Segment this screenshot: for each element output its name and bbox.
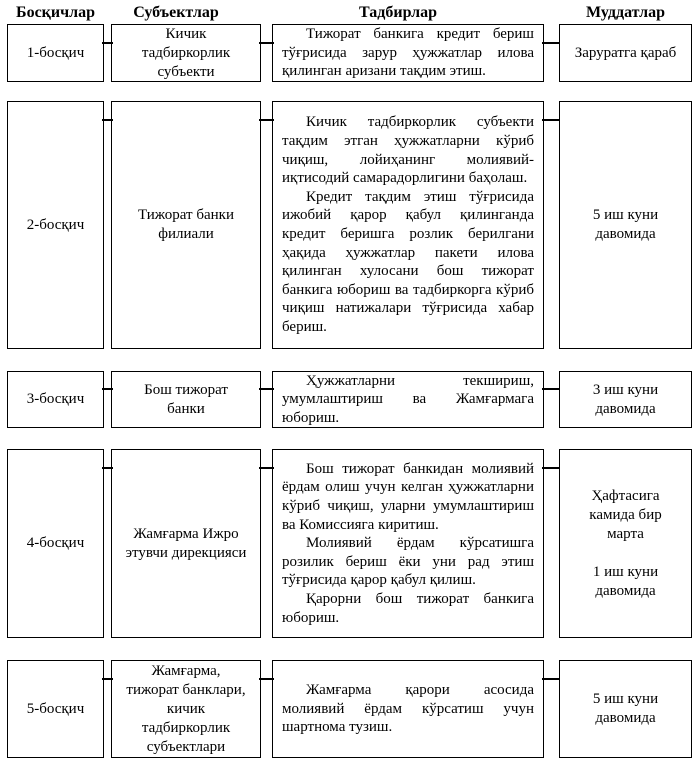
connector-line [102, 388, 113, 390]
subject-box-1 [111, 24, 261, 82]
subject-box-4 [111, 449, 261, 638]
activity-paragraph: Тижорат банкига кредит бериш тўғрисида зарур ҳужжатлар илова қилинган аризани тақдим этиш. [282, 26, 534, 80]
column-header-durations: Муддатлар [586, 4, 665, 21]
activity-paragraph: Кредит тақдим этиш тўғрисида ижобий қарор қабул қилинганда кредит беришга розлик берилгани ҳақида ҳужжатлар пакети илова қилинган хулосани бош тижорат банкига юбориш ва тадбиркорга кўриб чиқиш натижалари тўғрисида хабар бериш. [282, 188, 534, 335]
connector-line [259, 42, 274, 44]
activity-paragraph: Ҳужжатларни текшириш, умумлаштириш ва Жамғармага юбориш. [282, 372, 534, 426]
connector-line [102, 42, 113, 44]
column-header-subjects: Субъектлар [133, 4, 219, 21]
connector-line [542, 119, 560, 121]
stage-box-3 [7, 371, 104, 428]
duration-box-1 [559, 24, 692, 82]
duration-label: 5 иш куни давомида [592, 691, 659, 726]
subject-label: Жамғарма, тижорат банклари, кичик тадбиркорлик субъектлари [126, 662, 246, 755]
activity-box-3 [272, 371, 544, 428]
connector-line [259, 467, 274, 469]
subject-box-3 [111, 371, 261, 428]
stage-box-5 [7, 660, 104, 758]
stage-label: 2-босқич [26, 216, 85, 233]
stage-box-1 [7, 24, 104, 82]
stage-box-2 [7, 101, 104, 349]
duration-label: 3 иш куни давомида [592, 381, 659, 417]
activity-paragraph: Кичик тадбиркорлик субъекти тақдим этган ҳужжатларни кўриб чиқиш, лойиҳанинг молиявий-иқтисодий самарадорлигини баҳолаш. [282, 114, 534, 187]
duration-label: Заруратга қараб [574, 44, 677, 61]
duration-label: 5 иш куни давомида [592, 207, 659, 242]
duration-box-3 [559, 371, 692, 428]
subject-label: Жамғарма Ижро этувчи дирекцияси [125, 525, 247, 561]
activity-box-4 [272, 449, 544, 638]
stage-box-4 [7, 449, 104, 638]
connector-line [102, 467, 113, 469]
activity-box-5 [272, 660, 544, 758]
stage-label: 1-босқич [26, 44, 85, 61]
duration-label: 1 иш куни давомида [592, 563, 659, 599]
activity-box-2 [272, 101, 544, 349]
connector-line [542, 42, 560, 44]
duration-box-2 [559, 101, 692, 349]
duration-box-4 [559, 449, 692, 638]
stage-label: 4-босқич [26, 535, 85, 551]
stage-label: 5-босқич [26, 700, 85, 717]
duration-label: Ҳафтасига камида бир марта [589, 487, 662, 542]
stage-label: 3-босқич [26, 391, 85, 407]
activity-paragraph: Жамғарма қарори асосида молиявий ёрдам кўрсатиш учун шартнома тузиш. [282, 682, 534, 736]
activity-paragraph: Қарорни бош тижорат банкига юбориш. [282, 590, 534, 626]
subject-label: Тижорат банки филиали [137, 207, 234, 242]
subject-box-2 [111, 101, 261, 349]
activity-paragraph: Бош тижорат банкидан молиявий ёрдам олиш учун келган ҳужжатларни кўриб чиқиш, уларни умумлаштириш ва Комиссияга киритиш. [282, 460, 534, 533]
subject-label: Кичик тадбиркорлик субъекти [141, 25, 231, 80]
subject-box-5 [111, 660, 261, 758]
connector-line [259, 388, 274, 390]
duration-box-5 [559, 660, 692, 758]
connector-line [102, 119, 113, 121]
activity-paragraph: Молиявий ёрдам кўрсатишга розилик бериш ёки уни рад этиш тўғрисида қарор қабул қилиш. [282, 535, 534, 589]
subject-label: Бош тижорат банки [144, 381, 228, 417]
connector-line [542, 678, 560, 680]
connector-line [542, 388, 560, 390]
activity-box-1 [272, 24, 544, 82]
column-header-activities: Тадбирлар [359, 4, 437, 21]
connector-line [102, 678, 113, 680]
connector-line [259, 678, 274, 680]
connector-line [259, 119, 274, 121]
connector-line [542, 467, 560, 469]
column-header-stages: Босқичлар [15, 4, 95, 21]
